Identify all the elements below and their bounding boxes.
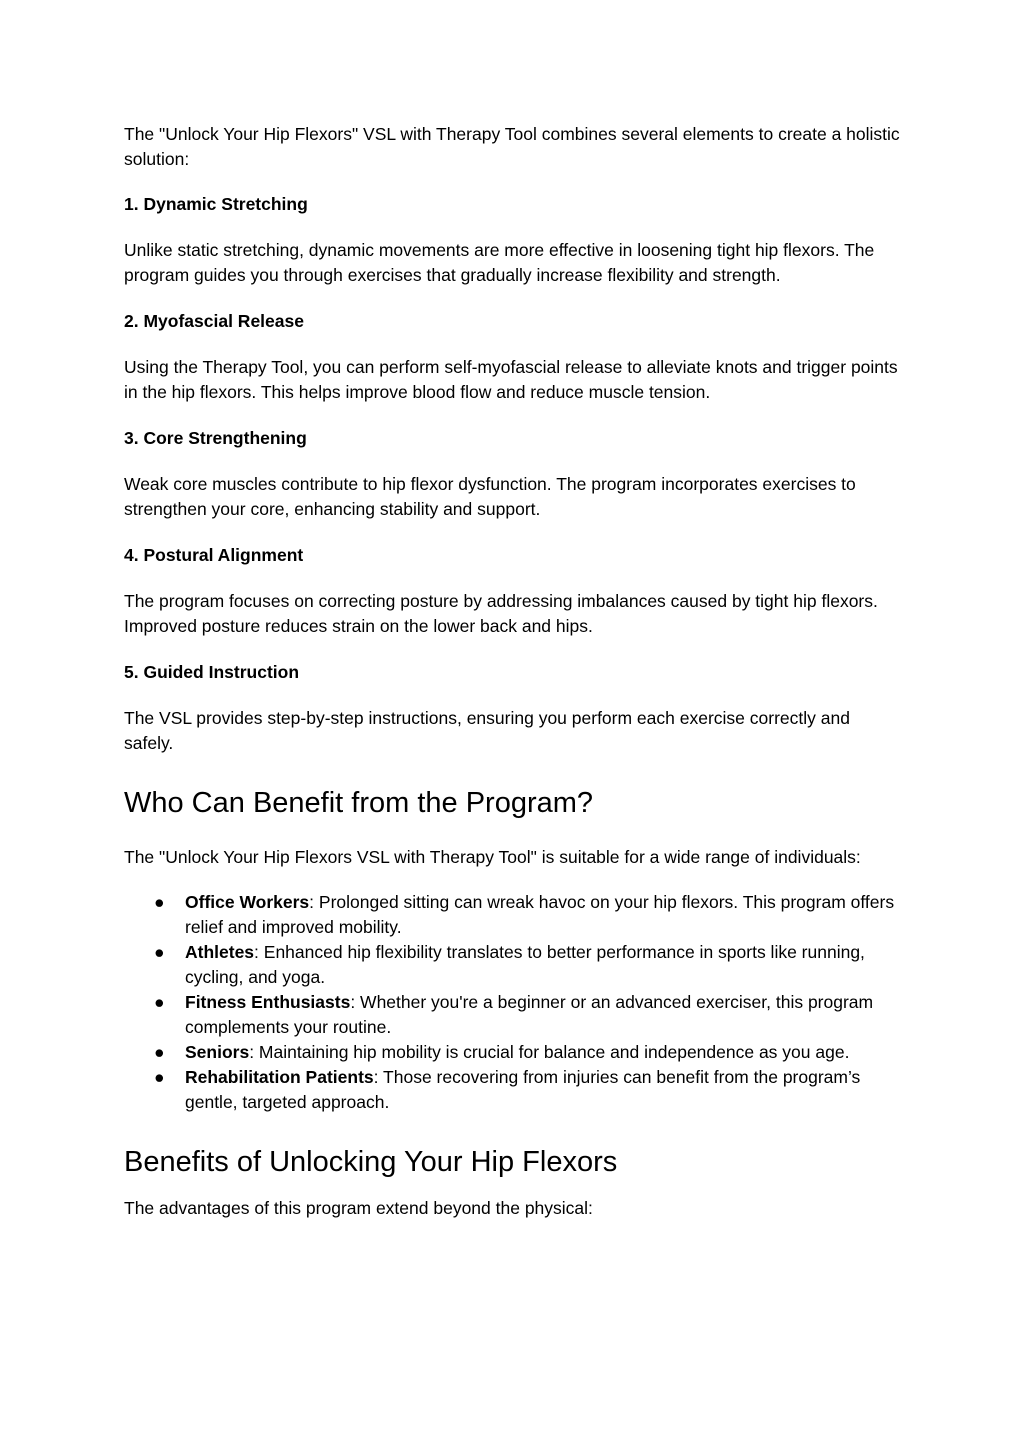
document-page [124, 122, 904, 1221]
bullet-icon: ● [154, 992, 165, 1012]
bullet-icon: ● [154, 942, 165, 962]
list-item-text: : Prolonged sitting can wreak havoc on your hip flexors. This program offers relief and improved mobility. [185, 892, 895, 937]
who-intro: The "Unlock Your Hip Flexors VSL with Therapy Tool" is suitable for a wide range of individuals: [124, 847, 861, 867]
list-item-text: : Those recovering from injuries can benefit from the program’s gentle, targeted approach. [185, 1067, 861, 1112]
element-1-body: Unlike static stretching, dynamic movements are more effective in loosening tight hip flexors. The program guides you through exercises that gradually increase flexibility and strength. [124, 240, 875, 285]
list-item [124, 890, 904, 940]
element-5-body: The VSL provides step-by-step instructions, ensuring you perform each exercise correctly and safely. [124, 708, 850, 753]
element-4-body: The program focuses on correcting posture by addressing imbalances caused by tight hip flexors. Improved posture reduces strain on the lower back and hips. [124, 591, 878, 636]
intro-paragraph: The "Unlock Your Hip Flexors" VSL with Therapy Tool combines several elements to create a holistic solution: [124, 124, 900, 169]
list-item-text: : Whether you're a beginner or an advanced exerciser, this program complements your routine. [185, 992, 874, 1037]
list-item [124, 1040, 904, 1065]
benefits-intro: The advantages of this program extend beyond the physical: [124, 1198, 593, 1218]
bullet-icon: ● [154, 892, 165, 912]
list-item-term: Athletes [185, 942, 255, 962]
list-item [124, 940, 904, 990]
bullet-icon: ● [154, 1042, 165, 1062]
list-item-term: Fitness Enthusiasts [185, 992, 351, 1012]
bullet-icon: ● [154, 1067, 165, 1087]
who-heading: Who Can Benefit from the Program? [124, 787, 594, 819]
list-item-term: Seniors [185, 1042, 250, 1062]
audience-list [124, 890, 904, 1115]
element-2-title: 2. Myofascial Release [124, 311, 304, 331]
list-item [124, 990, 904, 1040]
element-5-title: 5. Guided Instruction [124, 662, 300, 682]
element-4-title: 4. Postural Alignment [124, 545, 304, 565]
element-1-title: 1. Dynamic Stretching [124, 194, 308, 214]
list-item-term: Office Workers [185, 892, 310, 912]
benefits-heading: Benefits of Unlocking Your Hip Flexors [124, 1146, 618, 1178]
list-item [124, 1065, 904, 1115]
list-item-text: : Enhanced hip flexibility translates to better performance in sports like running, cycling, and yoga. [185, 942, 865, 987]
list-item-term: Rehabilitation Patients [185, 1067, 374, 1087]
element-2-body: Using the Therapy Tool, you can perform self-myofascial release to alleviate knots and trigger points in the hip flexors. This helps improve blood flow and reduce muscle tension. [124, 357, 898, 402]
element-3-title: 3. Core Strengthening [124, 428, 307, 448]
element-3-body: Weak core muscles contribute to hip flexor dysfunction. The program incorporates exercises to strengthen your core, enhancing stability and support. [124, 474, 856, 519]
list-item-text: : Maintaining hip mobility is crucial for balance and independence as you age. [249, 1042, 850, 1062]
